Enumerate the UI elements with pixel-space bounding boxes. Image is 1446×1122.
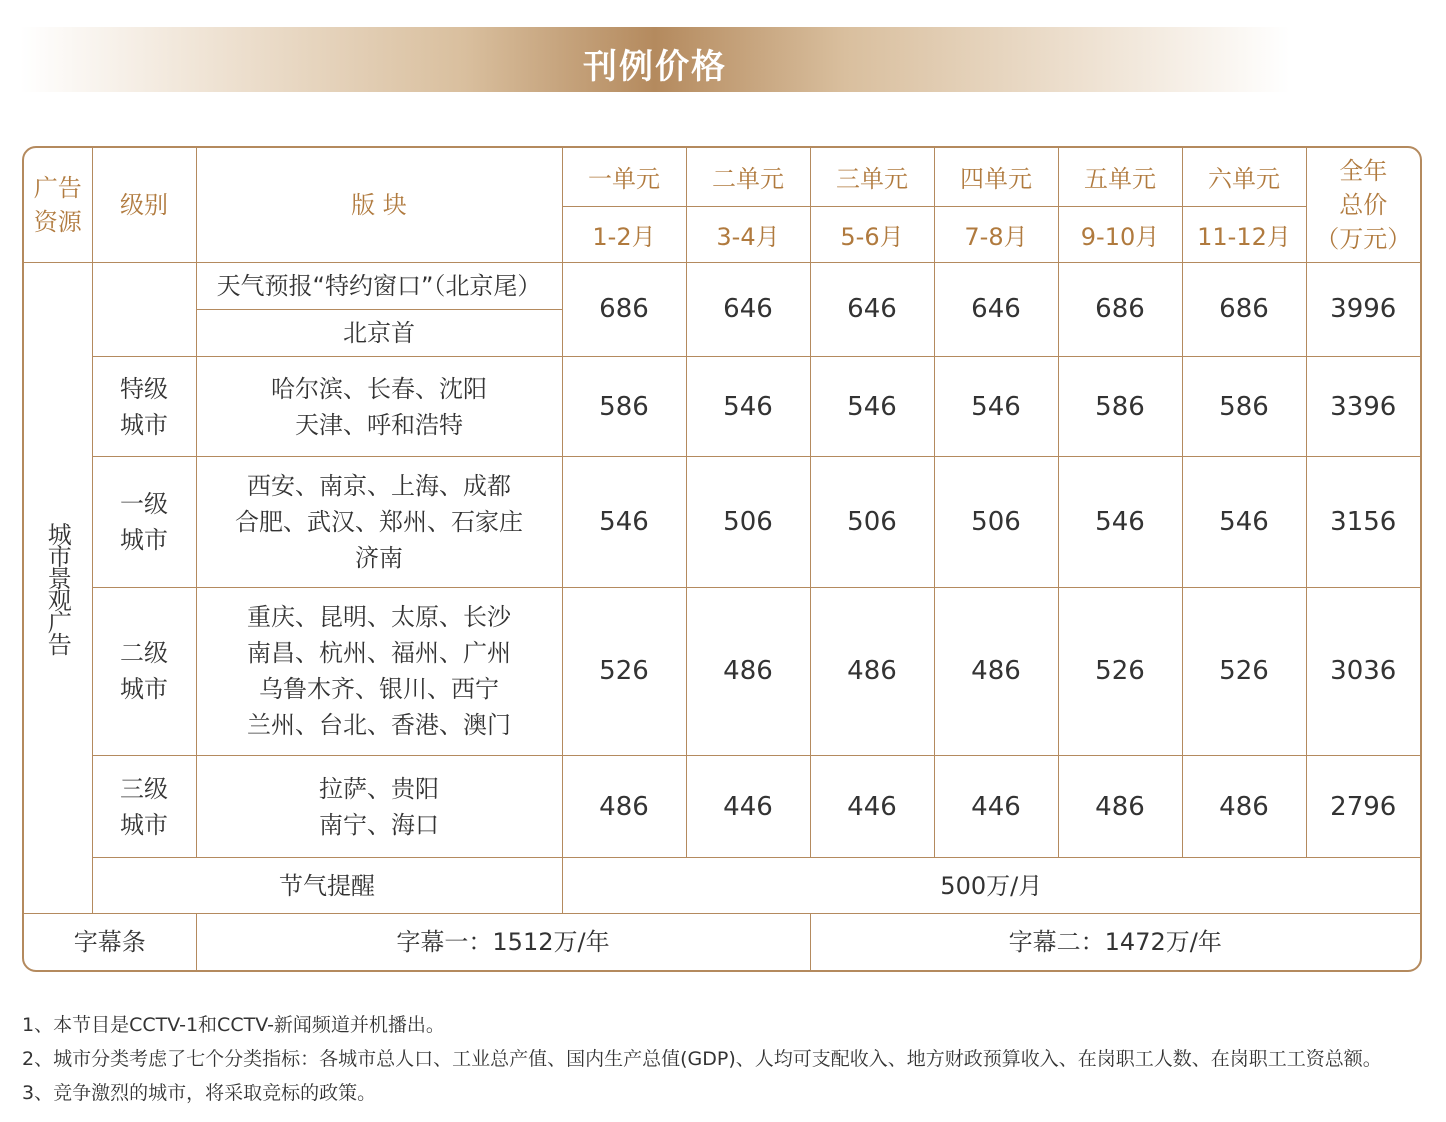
header-unit-months: 5-6月	[810, 206, 934, 262]
page-title: 刊例价格	[583, 47, 727, 87]
price-cell: 506	[934, 457, 1058, 587]
solar-term-value: 500万/月	[562, 858, 1420, 914]
level-cell: 一级 城市	[92, 457, 196, 587]
price-cell: 546	[810, 356, 934, 456]
price-cell: 586	[562, 356, 686, 456]
header-block: 版 块	[196, 148, 562, 262]
price-cell: 486	[810, 587, 934, 755]
header-unit-months: 11-12月	[1182, 206, 1306, 262]
price-cell: 586	[1058, 356, 1182, 456]
total-cell: 3036	[1306, 587, 1420, 755]
level-cell: 特级 城市	[92, 356, 196, 456]
price-cell: 506	[686, 457, 810, 587]
price-cell: 686	[1182, 262, 1306, 356]
table-row	[24, 755, 1420, 857]
header-unit-name: 二单元	[686, 148, 810, 206]
price-cell: 506	[810, 457, 934, 587]
table-row	[24, 262, 1420, 309]
price-cell: 486	[1182, 755, 1306, 857]
resource-cell	[24, 262, 92, 914]
note-item: 2、城市分类考虑了七个分类指标：各城市总人口、工业总产值、国内生产总值(GDP)、人均可支配收入、地方财政预算收入、在岗职工人数、在岗职工工资总额。	[22, 1048, 1382, 1070]
total-cell: 3996	[1306, 262, 1420, 356]
price-cell: 446	[686, 755, 810, 857]
block-cell: 拉萨、贵阳 南宁、海口	[196, 755, 562, 857]
level-cell: 三级 城市	[92, 755, 196, 857]
header-unit-name: 三单元	[810, 148, 934, 206]
price-cell: 646	[934, 262, 1058, 356]
header-unit-name: 六单元	[1182, 148, 1306, 206]
header-resource-text: 广告 资源	[33, 173, 82, 236]
price-cell: 686	[1058, 262, 1182, 356]
note-item: 1、本节目是CCTV-1和CCTV-新闻频道并机播出。	[22, 1014, 445, 1036]
header-unit-months: 3-4月	[686, 206, 810, 262]
price-cell: 526	[562, 587, 686, 755]
price-cell: 646	[810, 262, 934, 356]
price-cell: 486	[1058, 755, 1182, 857]
price-cell: 546	[1058, 457, 1182, 587]
price-cell: 546	[686, 356, 810, 456]
header-row-units	[24, 148, 1420, 206]
header-unit-months: 7-8月	[934, 206, 1058, 262]
total-cell: 3156	[1306, 457, 1420, 587]
level-cell	[92, 262, 196, 356]
total-cell: 2796	[1306, 755, 1420, 857]
header-unit-name: 一单元	[562, 148, 686, 206]
header-level: 级别	[92, 148, 196, 262]
table-row	[24, 457, 1420, 587]
header-unit-months: 9-10月	[1058, 206, 1182, 262]
title-banner	[20, 27, 1290, 92]
block-cell: 西安、南京、上海、成都 合肥、武汉、郑州、石家庄 济南	[196, 457, 562, 587]
block-cell: 重庆、昆明、太原、长沙 南昌、杭州、福州、广州 乌鲁木齐、银川、西宁 兰州、台北、香港、澳门	[196, 587, 562, 755]
block-cell: 天气预报“特约窗口”（北京尾）	[196, 262, 562, 309]
price-cell: 486	[562, 755, 686, 857]
subtitle-bar-item: 字幕一：1512万/年	[196, 914, 810, 970]
table-row	[24, 587, 1420, 755]
total-cell: 3396	[1306, 356, 1420, 456]
level-cell: 二级 城市	[92, 587, 196, 755]
price-cell: 446	[810, 755, 934, 857]
price-cell: 546	[562, 457, 686, 587]
header-resource	[24, 148, 92, 262]
block-cell: 北京首	[196, 309, 562, 356]
price-cell: 586	[1182, 356, 1306, 456]
table-row	[24, 356, 1420, 456]
subtitle-bar-item: 字幕二：1472万/年	[810, 914, 1420, 970]
price-cell: 446	[934, 755, 1058, 857]
header-unit-name: 五单元	[1058, 148, 1182, 206]
header-unit-months: 1-2月	[562, 206, 686, 262]
price-cell: 486	[934, 587, 1058, 755]
price-cell: 526	[1182, 587, 1306, 755]
price-cell: 686	[562, 262, 686, 356]
subtitle-bar-label: 字幕条	[24, 914, 196, 970]
price-cell: 546	[1182, 457, 1306, 587]
note-item: 3、竞争激烈的城市，将采取竞标的政策。	[22, 1082, 377, 1104]
solar-term-row	[24, 858, 1420, 914]
block-cell: 哈尔滨、长春、沈阳 天津、呼和浩特	[196, 356, 562, 456]
resource-name: 城市景观广告	[43, 522, 72, 655]
price-cell: 486	[686, 587, 810, 755]
header-total-text: 全年 总价 （万元）	[1315, 156, 1412, 253]
header-total	[1306, 148, 1420, 262]
subtitle-bar-row	[24, 914, 1420, 970]
price-cell: 546	[934, 356, 1058, 456]
header-unit-name: 四单元	[934, 148, 1058, 206]
price-cell: 526	[1058, 587, 1182, 755]
price-table	[24, 148, 1420, 970]
solar-term-label: 节气提醒	[92, 858, 562, 914]
price-cell: 646	[686, 262, 810, 356]
price-table-frame	[22, 146, 1422, 972]
notes	[22, 1008, 1432, 1110]
